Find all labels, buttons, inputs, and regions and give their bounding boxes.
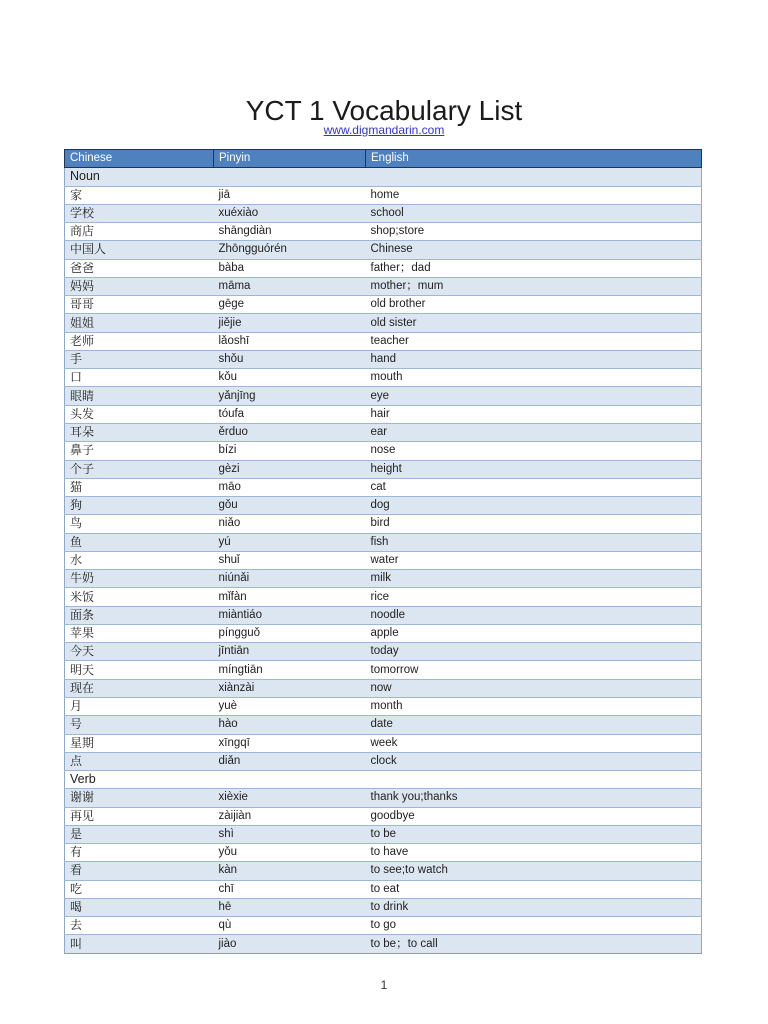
english-cell: cat bbox=[366, 478, 702, 496]
chinese-cell: 耳朵 bbox=[65, 423, 214, 441]
pinyin-cell: qù bbox=[214, 917, 366, 935]
pinyin-cell: hē bbox=[214, 898, 366, 916]
english-cell: home bbox=[366, 186, 702, 204]
table-header-row bbox=[65, 150, 702, 168]
table-row bbox=[65, 423, 702, 441]
pinyin-cell: māo bbox=[214, 478, 366, 496]
chinese-cell: 星期 bbox=[65, 734, 214, 752]
chinese-cell: 苹果 bbox=[65, 624, 214, 642]
chinese-cell: 哥哥 bbox=[65, 296, 214, 314]
english-cell: Chinese bbox=[366, 241, 702, 259]
table-row bbox=[65, 241, 702, 259]
section-row bbox=[65, 168, 702, 186]
chinese-cell: 鱼 bbox=[65, 533, 214, 551]
vocabulary-table bbox=[64, 149, 702, 954]
chinese-cell: 学校 bbox=[65, 204, 214, 222]
table-row bbox=[65, 551, 702, 569]
english-cell: hand bbox=[366, 350, 702, 368]
pinyin-cell: shāngdiàn bbox=[214, 223, 366, 241]
table-row bbox=[65, 533, 702, 551]
chinese-cell: 手 bbox=[65, 350, 214, 368]
english-cell: eye bbox=[366, 387, 702, 405]
english-cell: week bbox=[366, 734, 702, 752]
english-cell: to eat bbox=[366, 880, 702, 898]
pinyin-cell: jiějie bbox=[214, 314, 366, 332]
table-row bbox=[65, 643, 702, 661]
table-row bbox=[65, 277, 702, 295]
pinyin-cell: tóufa bbox=[214, 405, 366, 423]
pinyin-cell: xiànzài bbox=[214, 679, 366, 697]
table-row bbox=[65, 624, 702, 642]
pinyin-cell: yuè bbox=[214, 697, 366, 715]
chinese-cell: 喝 bbox=[65, 898, 214, 916]
chinese-cell: 去 bbox=[65, 917, 214, 935]
pinyin-cell: lǎoshī bbox=[214, 332, 366, 350]
chinese-cell: 商店 bbox=[65, 223, 214, 241]
pinyin-cell: shuǐ bbox=[214, 551, 366, 569]
pinyin-cell: niúnǎi bbox=[214, 570, 366, 588]
chinese-cell: 有 bbox=[65, 844, 214, 862]
table-row bbox=[65, 825, 702, 843]
chinese-cell: 妈妈 bbox=[65, 277, 214, 295]
pinyin-cell: zàijiàn bbox=[214, 807, 366, 825]
chinese-cell: 今天 bbox=[65, 643, 214, 661]
english-cell: to be；to call bbox=[366, 935, 702, 953]
table-row bbox=[65, 570, 702, 588]
chinese-cell: 猫 bbox=[65, 478, 214, 496]
pinyin-cell: jīntiān bbox=[214, 643, 366, 661]
english-cell: to see;to watch bbox=[366, 862, 702, 880]
english-cell: to have bbox=[366, 844, 702, 862]
pinyin-cell: shì bbox=[214, 825, 366, 843]
pinyin-cell: píngguǒ bbox=[214, 624, 366, 642]
pinyin-cell: gèzi bbox=[214, 460, 366, 478]
table-row bbox=[65, 314, 702, 332]
english-cell: ear bbox=[366, 423, 702, 441]
table-row bbox=[65, 716, 702, 734]
pinyin-cell: miàntiáo bbox=[214, 606, 366, 624]
pinyin-cell: chī bbox=[214, 880, 366, 898]
pinyin-cell: xīngqī bbox=[214, 734, 366, 752]
pinyin-cell: yǎnjīng bbox=[214, 387, 366, 405]
english-cell: clock bbox=[366, 752, 702, 770]
pinyin-cell: kǒu bbox=[214, 369, 366, 387]
section-row bbox=[65, 771, 702, 789]
table-row bbox=[65, 515, 702, 533]
column-header-chinese: Chinese bbox=[65, 150, 214, 168]
chinese-cell: 家 bbox=[65, 186, 214, 204]
pinyin-cell: māma bbox=[214, 277, 366, 295]
english-cell: to go bbox=[366, 917, 702, 935]
chinese-cell: 中国人 bbox=[65, 241, 214, 259]
table-row bbox=[65, 661, 702, 679]
pinyin-cell: bízi bbox=[214, 442, 366, 460]
table-row bbox=[65, 606, 702, 624]
pinyin-cell: ěrduo bbox=[214, 423, 366, 441]
table-row bbox=[65, 862, 702, 880]
chinese-cell: 现在 bbox=[65, 679, 214, 697]
chinese-cell: 姐姐 bbox=[65, 314, 214, 332]
pinyin-cell: Zhōngguórén bbox=[214, 241, 366, 259]
chinese-cell: 鸟 bbox=[65, 515, 214, 533]
chinese-cell: 头发 bbox=[65, 405, 214, 423]
chinese-cell: 吃 bbox=[65, 880, 214, 898]
english-cell: thank you;thanks bbox=[366, 789, 702, 807]
table-row bbox=[65, 917, 702, 935]
table-row bbox=[65, 442, 702, 460]
pinyin-cell: bàba bbox=[214, 259, 366, 277]
table-row bbox=[65, 369, 702, 387]
page-title: YCT 1 Vocabulary List bbox=[245, 94, 523, 126]
table-row bbox=[65, 478, 702, 496]
chinese-cell: 鼻子 bbox=[65, 442, 214, 460]
english-cell: height bbox=[366, 460, 702, 478]
pinyin-cell: jiào bbox=[214, 935, 366, 953]
english-cell: tomorrow bbox=[366, 661, 702, 679]
pinyin-cell: shǒu bbox=[214, 350, 366, 368]
english-cell: now bbox=[366, 679, 702, 697]
english-cell: dog bbox=[366, 497, 702, 515]
table-row bbox=[65, 332, 702, 350]
page-number: 1 bbox=[380, 978, 388, 992]
english-cell: rice bbox=[366, 588, 702, 606]
table-row bbox=[65, 898, 702, 916]
english-cell: date bbox=[366, 716, 702, 734]
english-cell: today bbox=[366, 643, 702, 661]
chinese-cell: 是 bbox=[65, 825, 214, 843]
english-cell: fish bbox=[366, 533, 702, 551]
pinyin-cell: míngtiān bbox=[214, 661, 366, 679]
table-row bbox=[65, 844, 702, 862]
english-cell: old sister bbox=[366, 314, 702, 332]
chinese-cell: 米饭 bbox=[65, 588, 214, 606]
table-row bbox=[65, 880, 702, 898]
english-cell: bird bbox=[366, 515, 702, 533]
english-cell: nose bbox=[366, 442, 702, 460]
english-cell: to be bbox=[366, 825, 702, 843]
pinyin-cell: xièxie bbox=[214, 789, 366, 807]
english-cell: month bbox=[366, 697, 702, 715]
table-row bbox=[65, 296, 702, 314]
pinyin-cell: xuéxiào bbox=[214, 204, 366, 222]
english-cell: milk bbox=[366, 570, 702, 588]
english-cell: hair bbox=[366, 405, 702, 423]
chinese-cell: 看 bbox=[65, 862, 214, 880]
chinese-cell: 个子 bbox=[65, 460, 214, 478]
table-row bbox=[65, 588, 702, 606]
section-label: Verb bbox=[65, 771, 702, 789]
english-cell: old brother bbox=[366, 296, 702, 314]
chinese-cell: 谢谢 bbox=[65, 789, 214, 807]
vocab-table-body bbox=[65, 168, 702, 953]
pinyin-cell: gēge bbox=[214, 296, 366, 314]
table-row bbox=[65, 752, 702, 770]
chinese-cell: 水 bbox=[65, 551, 214, 569]
chinese-cell: 牛奶 bbox=[65, 570, 214, 588]
english-cell: school bbox=[366, 204, 702, 222]
chinese-cell: 点 bbox=[65, 752, 214, 770]
chinese-cell: 号 bbox=[65, 716, 214, 734]
chinese-cell: 面条 bbox=[65, 606, 214, 624]
english-cell: apple bbox=[366, 624, 702, 642]
table-row bbox=[65, 350, 702, 368]
chinese-cell: 眼睛 bbox=[65, 387, 214, 405]
pinyin-cell: hào bbox=[214, 716, 366, 734]
table-row bbox=[65, 387, 702, 405]
english-cell: noodle bbox=[366, 606, 702, 624]
pinyin-cell: gǒu bbox=[214, 497, 366, 515]
table-row bbox=[65, 807, 702, 825]
english-cell: to drink bbox=[366, 898, 702, 916]
table-row bbox=[65, 223, 702, 241]
digmandarin-link[interactable]: www.digmandarin.com bbox=[323, 123, 445, 137]
table-row bbox=[65, 697, 702, 715]
table-row bbox=[65, 679, 702, 697]
chinese-cell: 老师 bbox=[65, 332, 214, 350]
pinyin-cell: jiā bbox=[214, 186, 366, 204]
chinese-cell: 叫 bbox=[65, 935, 214, 953]
chinese-cell: 爸爸 bbox=[65, 259, 214, 277]
chinese-cell: 再见 bbox=[65, 807, 214, 825]
pinyin-cell: kàn bbox=[214, 862, 366, 880]
table-row bbox=[65, 935, 702, 953]
pinyin-cell: mǐfàn bbox=[214, 588, 366, 606]
pinyin-cell: yǒu bbox=[214, 844, 366, 862]
english-cell: mother；mum bbox=[366, 277, 702, 295]
table-row bbox=[65, 497, 702, 515]
english-cell: father；dad bbox=[366, 259, 702, 277]
english-cell: shop;store bbox=[366, 223, 702, 241]
table-row bbox=[65, 405, 702, 423]
pinyin-cell: yú bbox=[214, 533, 366, 551]
table-row bbox=[65, 186, 702, 204]
english-cell: mouth bbox=[366, 369, 702, 387]
pinyin-cell: niǎo bbox=[214, 515, 366, 533]
column-header-english: English bbox=[366, 150, 702, 168]
column-header-pinyin: Pinyin bbox=[214, 150, 366, 168]
table-row bbox=[65, 204, 702, 222]
table-row bbox=[65, 789, 702, 807]
table-row bbox=[65, 460, 702, 478]
english-cell: water bbox=[366, 551, 702, 569]
pinyin-cell: diǎn bbox=[214, 752, 366, 770]
link-row bbox=[0, 121, 768, 139]
chinese-cell: 口 bbox=[65, 369, 214, 387]
section-label: Noun bbox=[65, 168, 702, 186]
english-cell: goodbye bbox=[366, 807, 702, 825]
chinese-cell: 明天 bbox=[65, 661, 214, 679]
table-row bbox=[65, 734, 702, 752]
table-row bbox=[65, 259, 702, 277]
english-cell: teacher bbox=[366, 332, 702, 350]
chinese-cell: 月 bbox=[65, 697, 214, 715]
chinese-cell: 狗 bbox=[65, 497, 214, 515]
